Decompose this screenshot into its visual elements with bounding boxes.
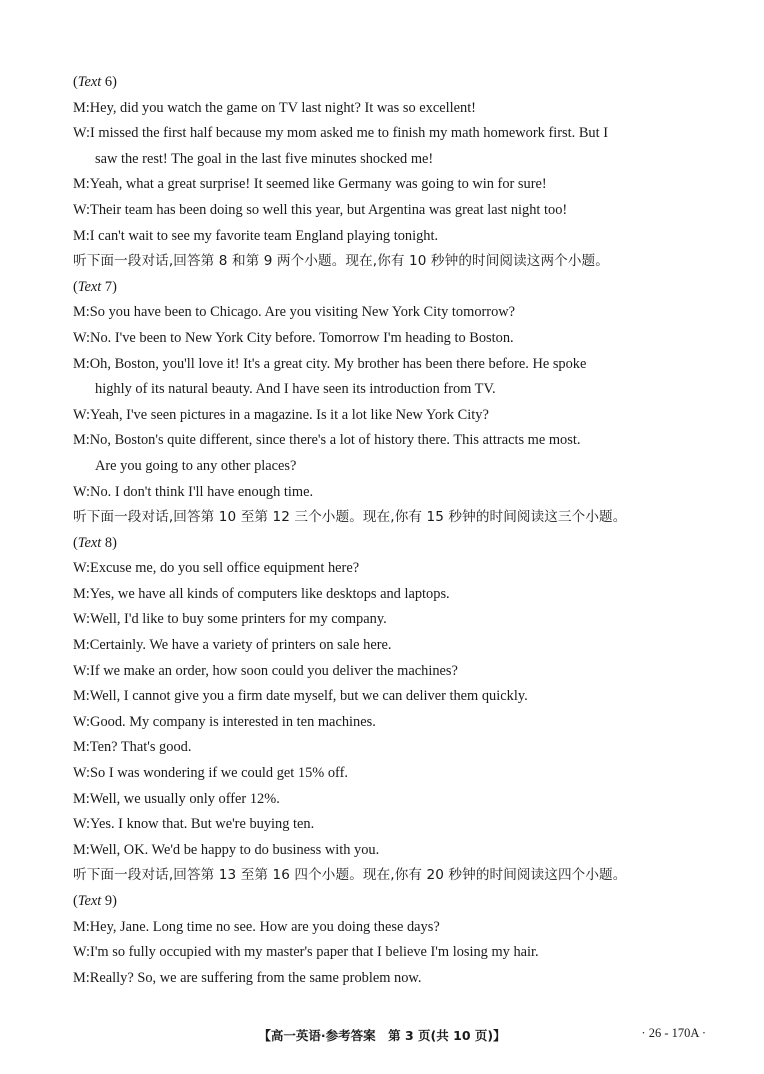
label-text: Text bbox=[77, 278, 102, 295]
dialogue-line: W:No. I don't think I'll have enough time. bbox=[73, 483, 314, 500]
dialogue-line: M:Really? So, we are suffering from the same problem now. bbox=[73, 969, 422, 986]
label-text: Text bbox=[77, 74, 102, 90]
listening-instruction: 听下面一段对话,回答第 10 至第 12 三个小题。现在,你有 15 秒钟的时间阅读这三个小题。 bbox=[73, 509, 627, 526]
dialogue-line: W:If we make an order, how soon could you deliver the machines? bbox=[73, 662, 458, 679]
label-open-paren: ( bbox=[73, 534, 78, 551]
footer-page-info: 【高一英语·参考答案 第 3 页(共 10 页)】 bbox=[258, 1028, 506, 1043]
label-close-paren: ) bbox=[112, 534, 117, 551]
dialogue-line: M:I can't wait to see my favorite team England playing tonight. bbox=[73, 227, 439, 244]
dialogue-line: M:No, Boston's quite different, since there's a lot of history there. This attracts me most. bbox=[73, 432, 581, 449]
dialogue-line: M:Ten? That's good. bbox=[73, 739, 192, 756]
label-open-paren: ( bbox=[73, 893, 78, 909]
dialogue-line: W:Yes. I know that. But we're buying ten. bbox=[73, 816, 315, 833]
dialogue-line-continuation: saw the rest! The goal in the last five minutes shocked me! bbox=[95, 150, 434, 167]
label-close-paren: ) bbox=[112, 278, 117, 295]
listening-instruction: 听下面一段对话,回答第 13 至第 16 四个小题。现在,你有 20 秒钟的时间阅读这四个小题。 bbox=[73, 867, 627, 884]
label-close-paren: ) bbox=[112, 893, 117, 909]
listening-instruction: 听下面一段对话,回答第 8 和第 9 两个小题。现在,你有 10 秒钟的时间阅读这两个小题。 bbox=[73, 253, 609, 270]
dialogue-line: M:Yeah, what a great surprise! It seemed like Germany was going to win for sure! bbox=[73, 176, 547, 193]
section-label bbox=[73, 70, 703, 96]
label-number: 8 bbox=[101, 534, 113, 551]
dialogue-line: W:Excuse me, do you sell office equipment here? bbox=[73, 560, 360, 577]
dialogue-line: W:Yeah, I've seen pictures in a magazine. Is it a lot like New York City? bbox=[73, 406, 489, 423]
dialogue-line: M:Well, I cannot give you a firm date myself, but we can deliver them quickly. bbox=[73, 688, 528, 705]
label-number: 9 bbox=[101, 893, 113, 909]
section-label bbox=[73, 531, 703, 557]
dialogue-line: W:I missed the first half because my mom asked me to finish my math homework first. But I bbox=[73, 125, 609, 142]
label-text: Text bbox=[77, 534, 102, 551]
dialogue-line: M:Certainly. We have a variety of printers on sale here. bbox=[73, 637, 392, 654]
transcript-body bbox=[73, 70, 703, 991]
dialogue-line: M:Oh, Boston, you'll love it! It's a great city. My brother has been there before. He spoke bbox=[73, 355, 587, 372]
page-footer bbox=[0, 1026, 764, 1046]
section-label bbox=[73, 889, 703, 915]
label-number: 6 bbox=[101, 74, 113, 90]
label-text: Text bbox=[77, 893, 102, 909]
label-open-paren: ( bbox=[73, 74, 78, 90]
dialogue-line: M:So you have been to Chicago. Are you visiting New York City tomorrow? bbox=[73, 304, 516, 321]
label-open-paren: ( bbox=[73, 278, 78, 295]
dialogue-line: W:Their team has been doing so well this year, but Argentina was great last night too! bbox=[73, 201, 568, 218]
dialogue-line: M:Well, we usually only offer 12%. bbox=[73, 790, 280, 807]
dialogue-line-continuation: Are you going to any other places? bbox=[95, 457, 297, 474]
dialogue-line: M:Hey, did you watch the game on TV last night? It was so excellent! bbox=[73, 99, 476, 116]
dialogue-line: W:No. I've been to New York City before. Tomorrow I'm heading to Boston. bbox=[73, 329, 514, 346]
dialogue-line: M:Hey, Jane. Long time no see. How are you doing these days? bbox=[73, 918, 440, 935]
dialogue-line: M:Well, OK. We'd be happy to do business with you. bbox=[73, 841, 380, 858]
dialogue-line: W:Good. My company is interested in ten machines. bbox=[73, 713, 376, 730]
dialogue-line: W:I'm so fully occupied with my master's paper that I believe I'm losing my hair. bbox=[73, 944, 539, 961]
label-close-paren: ) bbox=[112, 74, 117, 90]
label-number: 7 bbox=[101, 278, 113, 295]
dialogue-line: W:So I was wondering if we could get 15% off. bbox=[73, 765, 348, 782]
dialogue-line-continuation: highly of its natural beauty. And I have seen its introduction from TV. bbox=[95, 381, 496, 398]
section-label bbox=[73, 275, 703, 301]
footer-exam-code: · 26 - 170A · bbox=[641, 1026, 706, 1040]
dialogue-line: W:Well, I'd like to buy some printers for my company. bbox=[73, 611, 387, 628]
dialogue-line: M:Yes, we have all kinds of computers like desktops and laptops. bbox=[73, 585, 450, 602]
